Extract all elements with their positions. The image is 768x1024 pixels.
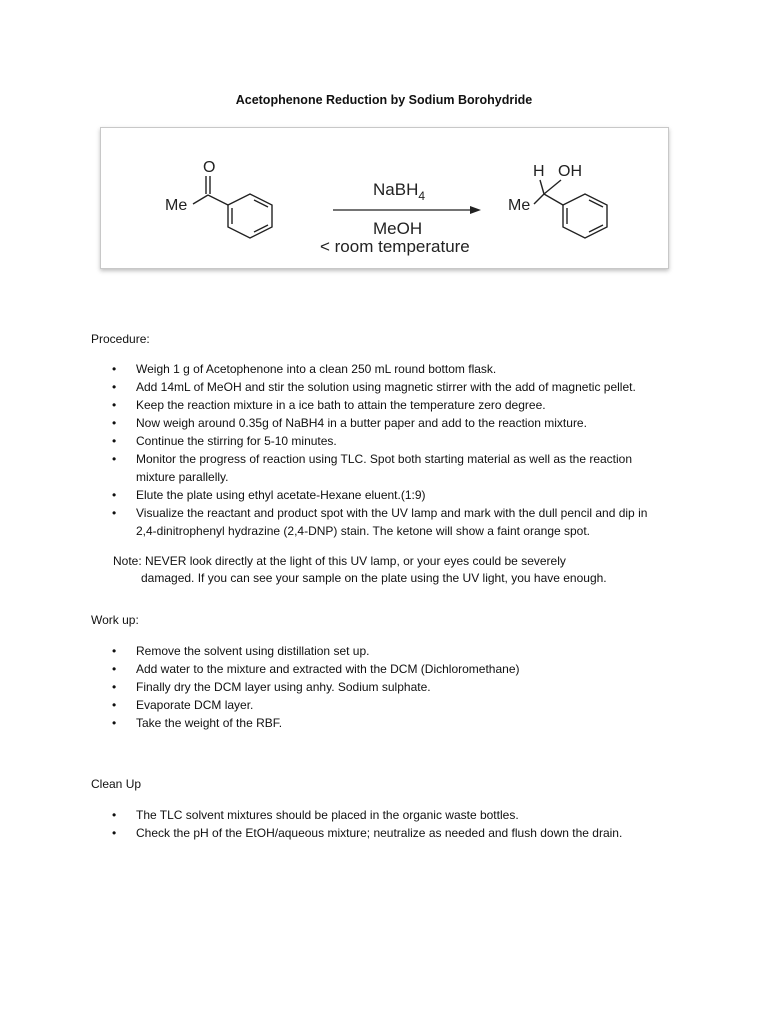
safety-note: [113, 553, 673, 587]
bullet: •: [112, 808, 117, 822]
list-item: • The TLC solvent mixtures should be placed in the organic waste bottles.: [112, 808, 519, 822]
product-methyl-label: Me: [508, 197, 531, 214]
procedure-heading: Procedure:: [91, 332, 150, 346]
product-hydrogen-label: H: [533, 163, 545, 180]
reaction-arrow: [333, 206, 481, 214]
note-line: damaged. If you can see your sample on the plate using the UV light, you have enough.: [141, 571, 607, 585]
workup-heading: Work up:: [91, 613, 139, 627]
reactant-oxygen-label: O: [203, 159, 216, 176]
bullet: •: [112, 716, 117, 730]
bullet: •: [112, 698, 117, 712]
list-item: • Add 14mL of MeOH and stir the solution using magnetic stirrer with the add of magnetic pellet.: [112, 380, 636, 394]
list-item: • Visualize the reactant and product spot with the UV lamp and mark with the dull pencil and dip in 2,4-dinitrophenyl hydrazine (2,4-DNP) stain. The ketone will show a faint orange spot.: [112, 506, 648, 538]
bullet: •: [112, 488, 117, 502]
bullet: •: [112, 434, 117, 448]
cleanup-list: [110, 806, 690, 842]
bullet: •: [112, 662, 117, 676]
list-item: • Evaporate DCM layer.: [112, 698, 254, 712]
bullet: •: [112, 362, 117, 376]
phenylethanol-structure: [534, 180, 607, 238]
list-item: • Add water to the mixture and extracted with the DCM (Dichloromethane): [112, 662, 520, 676]
acetophenone-structure: [193, 176, 272, 238]
list-item: • Now weigh around 0.35g of NaBH4 in a butter paper and add to the reaction mixture.: [112, 416, 587, 430]
document-title: Acetophenone Reduction by Sodium Borohydride: [235, 93, 533, 107]
procedure-list: [110, 360, 690, 540]
bullet: •: [112, 680, 117, 694]
list-item: • Monitor the progress of reaction using TLC. Spot both starting material as well as the reaction mixture parallelly.: [112, 452, 633, 484]
note-line: Note: NEVER look directly at the light of this UV lamp, or your eyes could be severely: [113, 554, 566, 568]
cleanup-heading: Clean Up: [91, 777, 142, 791]
bullet: •: [112, 826, 117, 840]
product-hydroxyl-label: OH: [558, 163, 582, 180]
list-item: • Finally dry the DCM layer using anhy. Sodium sulphate.: [112, 680, 431, 694]
condition-label: < room temperature: [320, 237, 470, 256]
list-item: • Continue the stirring for 5-10 minutes.: [112, 434, 337, 448]
bullet: •: [112, 506, 117, 520]
list-item: • Check the pH of the EtOH/aqueous mixture; neutralize as needed and flush down the drain.: [112, 826, 623, 840]
list-item: • Weigh 1 g of Acetophenone into a clean 250 mL round bottom flask.: [112, 362, 497, 376]
reactant-methyl-label: Me: [165, 197, 188, 214]
workup-list: [110, 642, 690, 732]
bullet: •: [112, 452, 117, 466]
bullet: •: [112, 644, 117, 658]
reaction-scheme: [100, 127, 669, 269]
reaction-scheme-drawing: [101, 128, 668, 268]
reagent-label: NaBH$_4$: [373, 180, 426, 203]
bullet: •: [112, 416, 117, 430]
solvent-label: MeOH: [373, 219, 423, 238]
list-item: • Remove the solvent using distillation set up.: [112, 644, 370, 658]
list-item: • Elute the plate using ethyl acetate-Hexane eluent.(1:9): [112, 488, 426, 502]
bullet: •: [112, 380, 117, 394]
list-item: • Keep the reaction mixture in a ice bath to attain the temperature zero degree.: [112, 398, 546, 412]
list-item: • Take the weight of the RBF.: [112, 716, 283, 730]
bullet: •: [112, 398, 117, 412]
